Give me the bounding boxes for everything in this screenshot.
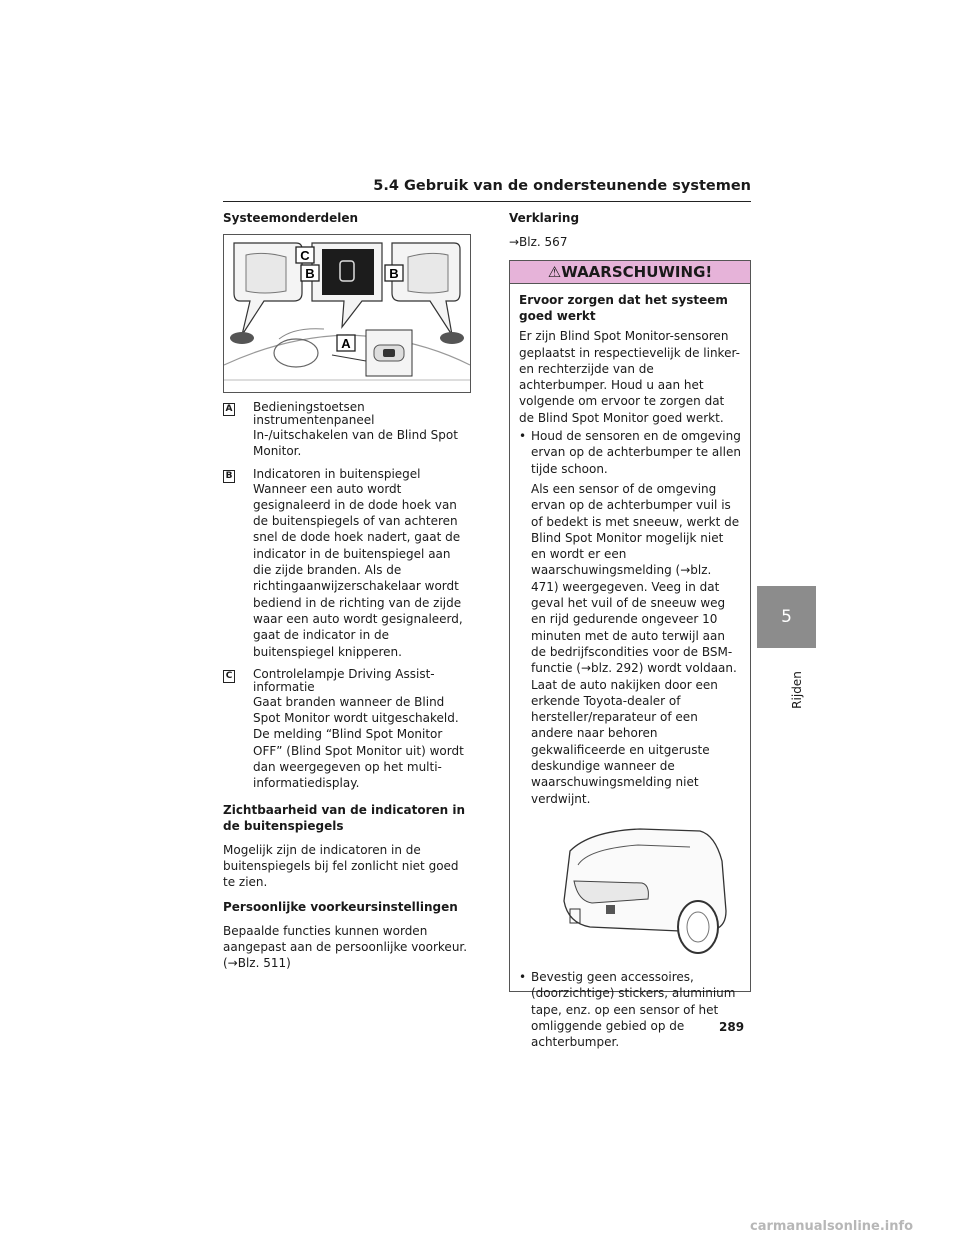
warning-body xyxy=(510,284,750,1050)
bullet-dot: • xyxy=(519,429,527,444)
car-rear-illustration xyxy=(530,821,730,961)
page-header xyxy=(223,175,751,202)
bullet-dot: • xyxy=(519,969,527,984)
label-b-right: B xyxy=(389,266,399,281)
label-c: C xyxy=(300,248,310,263)
preferences-text: Bepaalde functies kunnen worden aangepast aan de persoonlijke voorkeur. (→Blz. 511) xyxy=(223,923,468,971)
rear-bumper-figure xyxy=(530,821,730,961)
bullet-continuation: Als een sensor of de omgeving ervan op de achterbumper vuil is of bedekt is met sneeuw, werkt de Blind Spot Monitor mogelijk niet en wordt er een waarschuwingsmelding (→blz. 471) weergegeven. Veeg in dat geval het vuil of de sneeuw weg en rijd gedurende ongeveer 10 minuten met de auto terwijl aan de bedrijfscondities voor de BSM-functie (→blz. 292) wordt voldaan. Laat de auto nakijken door een erkende Toyota-dealer of hersteller/reparateur of een andere naar behoren gekwalificeerde en uitgeruste deskundige wanneer de waarschuwingsmelding niet verdwijnt. xyxy=(531,481,740,806)
component-item-a xyxy=(223,401,469,460)
item-badge: C xyxy=(223,670,235,683)
components-heading: Systeemonderdelen xyxy=(223,211,359,225)
warning-header xyxy=(510,261,750,284)
warning-intro: Er zijn Blind Spot Monitor-sensoren geplaatst in respectievelijk de linker- en rechterzijde van de achterbumper. Houd u aan het volgende om ervoor te zorgen dat de Blind Spot Monitor goed werkt. xyxy=(519,329,740,425)
page-number: 289 xyxy=(719,1020,745,1034)
label-b-left: B xyxy=(305,266,315,281)
item-title: Bedieningstoetsen instrumentenpaneel xyxy=(253,400,375,427)
item-badge: A xyxy=(223,403,235,416)
chapter-label-text: Rijden xyxy=(790,671,804,709)
section-title: 5.4 Gebruik van de ondersteunende systemen xyxy=(373,178,751,194)
warning-triangle-icon: ⚠ xyxy=(547,263,562,282)
preferences-heading: Persoonlijke voorkeursinstellingen xyxy=(223,899,458,914)
label-a: A xyxy=(341,336,351,351)
item-title: Controlelampje Driving Assist-informatie xyxy=(253,666,435,694)
dashboard-illustration xyxy=(224,235,470,392)
component-item-c xyxy=(223,668,469,792)
watermark: carmanualsonline.info xyxy=(750,1219,914,1234)
warning-subheading: Ervoor zorgen dat het systeem goed werkt xyxy=(519,293,728,324)
visibility-heading: Zichtbaarheid van de indicatoren in de buitenspiegels xyxy=(223,802,466,833)
warning-bullet-1 xyxy=(519,428,741,807)
warning-bullet-2 xyxy=(519,969,741,1050)
left-column xyxy=(223,210,469,979)
item-text: Wanneer een auto wordt gesignaleerd in de dode hoek van de buitenspiegels of van achteren snel de dode hoek nadert, gaat de indicator in de buitenspiegel aan die zijde branden. Als de richtingaanwijzerschakelaar wordt bediend in de richting van de zijde waar een auto wordt gesignaleerd, gaat de indicator in de buitenspiegel knipperen. xyxy=(253,481,463,659)
chapter-tab: 5 xyxy=(757,586,816,648)
bullet-text: Houd de sensoren en de omgeving ervan op de achterbumper te allen tijde schoon. xyxy=(531,429,741,476)
item-title: Indicatoren in buitenspiegel xyxy=(253,466,421,481)
item-text: Gaat branden wanneer de Blind Spot Monitor wordt uitgeschakeld. De melding “Blind Spot Monitor OFF” (Blind Spot Monitor uit) wordt dan weergegeven op het multi-informatiedisplay. xyxy=(253,694,464,791)
item-badge: B xyxy=(223,470,235,483)
chapter-label xyxy=(787,660,807,720)
item-text: In-/uitschakelen van de Blind Spot Monitor. xyxy=(253,428,458,459)
component-item-b xyxy=(223,468,469,660)
explanation-ref: →Blz. 567 xyxy=(509,235,568,249)
system-components-figure xyxy=(223,234,471,393)
explanation-heading: Verklaring xyxy=(509,211,580,225)
visibility-text: Mogelijk zijn de indicatoren in de buitenspiegels bij fel zonlicht niet goed te zien. xyxy=(223,842,459,890)
warning-title: WAARSCHUWING! xyxy=(561,263,713,282)
bullet-text: Bevestig geen accessoires, (doorzichtige) stickers, aluminium tape, enz. op een sensor of het omliggende gebied op de achterbumper. xyxy=(531,969,736,1050)
